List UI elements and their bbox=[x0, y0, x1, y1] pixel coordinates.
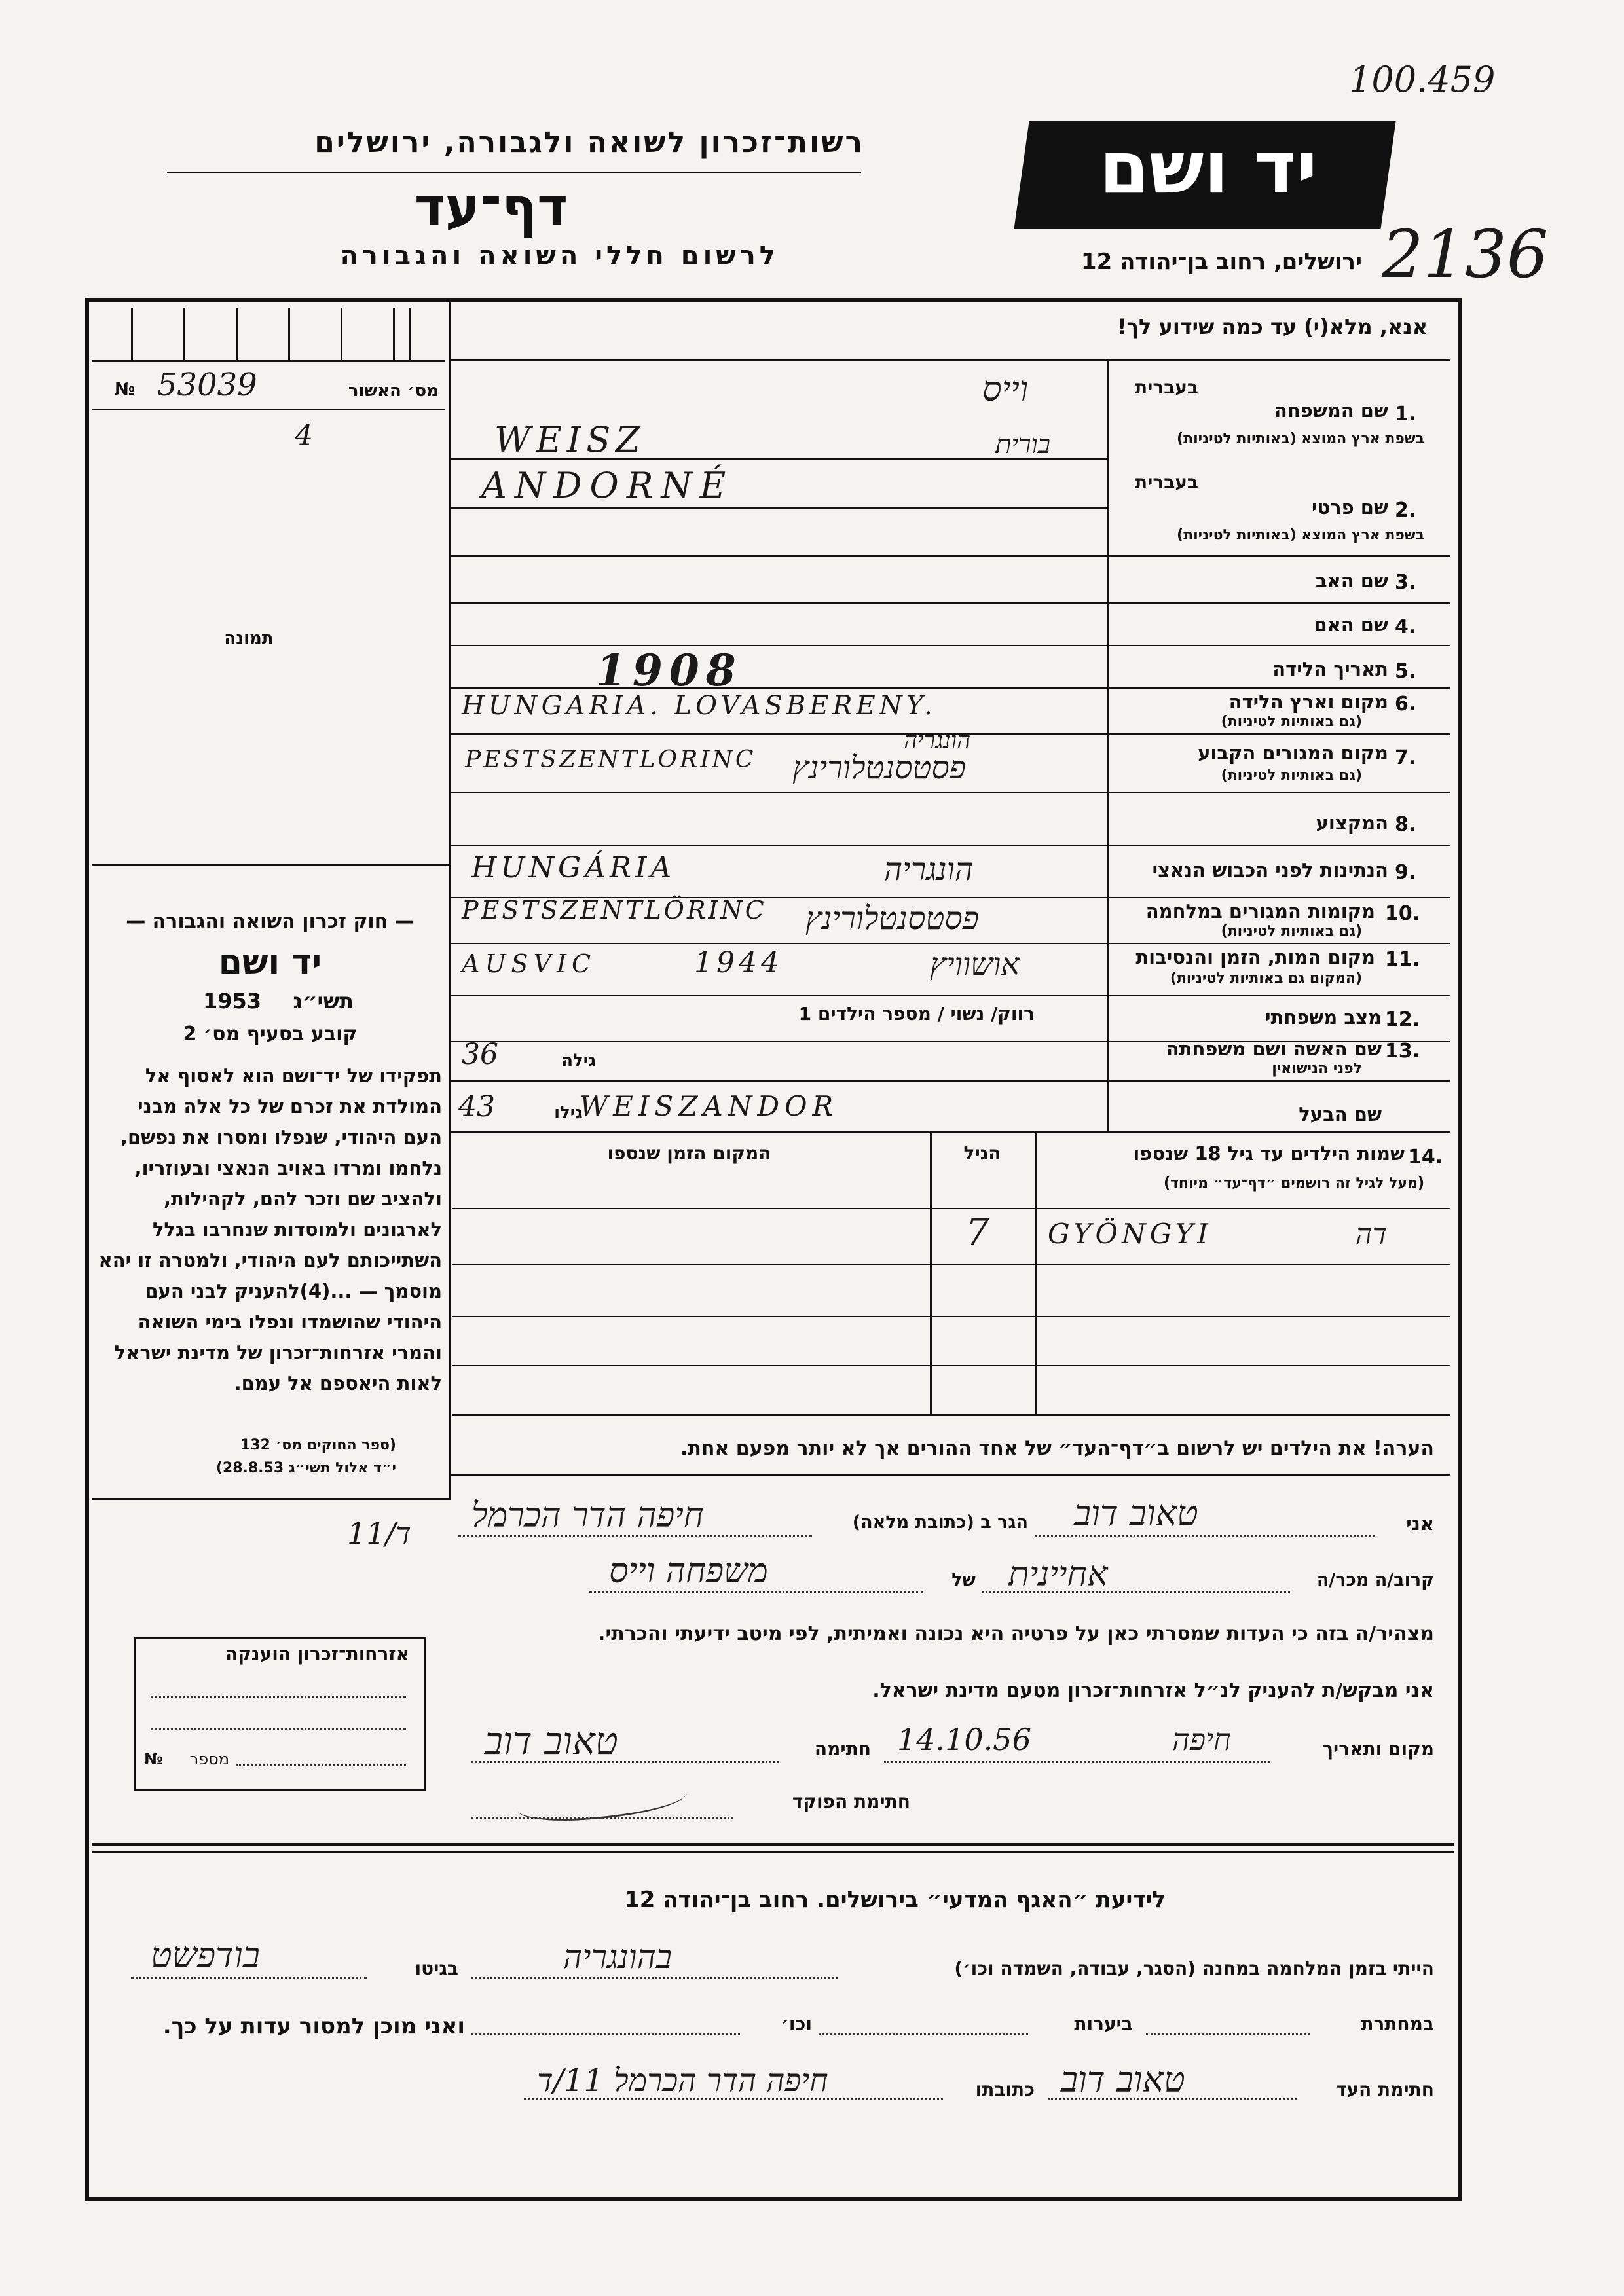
field-9-value-heb[interactable]: הונגריה bbox=[884, 851, 974, 888]
institution-name: רשות־זכרון לשואה ולגבורה, ירושלים bbox=[314, 126, 864, 159]
signature-value[interactable]: טאוב דוב bbox=[485, 1719, 618, 1763]
field-9-value[interactable]: HUNGÁRIA bbox=[471, 851, 676, 884]
field-11-sub: (המקום גם באותיות לטיניות) bbox=[1170, 970, 1362, 987]
children-col-age: הגיל bbox=[963, 1142, 1001, 1164]
bottom-title: לידיעת ״האגף המדעי״ בירושלים. רחוב בן־יהודה 12 bbox=[624, 1887, 1166, 1913]
date-value[interactable]: 14.10.56 bbox=[897, 1722, 1031, 1757]
witness-label: חתימת העד bbox=[1335, 2079, 1434, 2100]
ghetto-label: בגיטו bbox=[415, 1958, 458, 1979]
field-6-label: מקום וארץ הלידה bbox=[1228, 691, 1388, 713]
field-1-value-heb[interactable]: וייס bbox=[982, 370, 1029, 409]
field-12-value[interactable]: רווק/ נשוי / מספר הילדים 1 bbox=[798, 1003, 1035, 1025]
citizenship-number-symbol: № bbox=[144, 1750, 163, 1768]
reference-number: 2136 bbox=[1382, 216, 1549, 293]
field-10-sub: (גם באותיות לטיניות) bbox=[1221, 923, 1362, 939]
field-2-label: שם פרטי bbox=[1311, 496, 1388, 519]
field-13-num: 13. bbox=[1385, 1040, 1420, 1063]
husband-label: שם הבעל bbox=[1299, 1103, 1382, 1125]
law-name: יד ושם bbox=[218, 943, 322, 982]
declaration-address-label: הגר ב (כתובת מלאה) bbox=[852, 1512, 1028, 1533]
children-sub: (מעל לגיל זה רושמים ״דף־עד״ מיוחד) bbox=[1163, 1175, 1424, 1192]
witness-address-label: כתובתו bbox=[975, 2079, 1035, 2100]
field-2-value-latin[interactable]: ANDORNÉ bbox=[481, 465, 734, 506]
law-footnote-2: י״ד אלול תשי״ג 28.8.53) bbox=[215, 1460, 396, 1476]
field-9-num: 9. bbox=[1395, 861, 1416, 884]
bottom-line1-value[interactable]: בהונגריה bbox=[563, 1938, 672, 1976]
law-footnote-1: (ספר החוקים מס׳ 132 bbox=[240, 1437, 396, 1453]
children-col-place: המקום הזמן שנספו bbox=[607, 1142, 771, 1164]
bottom-line1-label: הייתי בזמן המלחמה במחנה (הסגר, עבודה, השמדה וכו׳) bbox=[954, 1958, 1434, 1979]
field-1-num: 1. bbox=[1395, 403, 1416, 426]
note-text: הערה! את הילדים יש לרשום ב״דף־העד״ של אחד ההורים אך לא יותר מפעם אחת. bbox=[680, 1437, 1434, 1460]
relation-value[interactable]: אחיינית bbox=[1008, 1555, 1108, 1594]
witness-address-value[interactable]: חיפה הדר הכרמל 11/ד bbox=[537, 2062, 828, 2099]
declaration-i-value[interactable]: טאוב דוב bbox=[1074, 1493, 1198, 1534]
field-11-value-year[interactable]: 1944 bbox=[694, 946, 783, 979]
field-3-label: שם האב bbox=[1315, 570, 1388, 592]
signature-label: חתימה bbox=[814, 1738, 871, 1760]
etc-label: וכו׳ bbox=[781, 2013, 812, 2035]
field-5-label: תאריך הלידה bbox=[1272, 658, 1388, 680]
child-1-age[interactable]: 7 bbox=[966, 1211, 989, 1254]
field-1-lang-tag: בעברית bbox=[1134, 376, 1198, 398]
declaration-i-label: אני bbox=[1406, 1512, 1434, 1535]
field-8-label: המקצוע bbox=[1316, 812, 1388, 834]
field-2-lang-tag: בעברית bbox=[1134, 471, 1198, 493]
form-subtitle: לרשום חללי השואה והגבורה bbox=[340, 241, 779, 271]
field-4-label: שם האם bbox=[1314, 613, 1388, 636]
ghetto-value[interactable]: בודפשט bbox=[151, 1935, 260, 1976]
form-title: דף־עד bbox=[414, 177, 568, 238]
photo-label: תמונה bbox=[224, 629, 274, 648]
law-year-heb: תשי״ג bbox=[293, 989, 354, 1013]
archive-number: 100.459 bbox=[1349, 59, 1496, 100]
law-body: תפקידו של יד־ושם הוא לאסוף אל המולדת את זכרם של כל אלה מבני העם היהודי, שנפלו ומסרו את נפשם, נלחמו ומרדו באויב הנאצי ובעוזריו, ולהציב שם וזכר להם, לקהילות, לארגונים ולמוסדות שנחרבו בגלל השתייכותם לעם היהודי, ולמטרה זו יהא מוסמך — ...(4)להעניק לבני העם היהודי שהושמדו ונפלו בימי השואה והמרי אזרחות־זכרון של מדינת ישראל לאות היאספם אל עמם. bbox=[98, 1065, 442, 1394]
underground-label: במחתרת bbox=[1361, 2013, 1434, 2035]
field-13-label: שם האשה ושם משפחתה bbox=[1166, 1038, 1382, 1060]
field-2-num: 2. bbox=[1395, 499, 1416, 522]
witness-value[interactable]: טאוב דוב bbox=[1061, 2059, 1185, 2100]
law-section: קובע בסעיף מס׳ 2 bbox=[183, 1023, 358, 1046]
field-11-label: מקום המות, הזמן והנסיבות bbox=[1135, 946, 1375, 968]
top-left-box bbox=[92, 308, 445, 362]
field-7-label: מקום המגורים הקבוע bbox=[1198, 742, 1388, 764]
field-1-value-extra[interactable]: בורית bbox=[995, 429, 1051, 460]
field-10-value-heb[interactable]: פסטסנטלורינץ bbox=[805, 900, 979, 937]
cert-label: מס׳ האשור bbox=[348, 381, 439, 401]
field-10-label: מקומות המגורים במלחמה bbox=[1145, 900, 1375, 922]
field-10-num: 10. bbox=[1385, 902, 1420, 925]
declaration-address-tail[interactable]: 11/ד bbox=[347, 1516, 411, 1551]
field-7-value[interactable]: PESTSZENTLORINC bbox=[465, 746, 756, 773]
declaration-address-value[interactable]: חיפה הדר הכרמל bbox=[471, 1496, 704, 1535]
field-11-num: 11. bbox=[1385, 948, 1420, 971]
declaration-request: אני מבקש/ת להעניק לנ״ל אזרחות־זכרון מטעם מדינת ישראל. bbox=[872, 1679, 1434, 1702]
cert-number: 53039 bbox=[157, 367, 257, 403]
husband-age[interactable]: 43 bbox=[458, 1090, 495, 1123]
ready-text: ואני מוכן למסור עדות על כך. bbox=[162, 2013, 465, 2039]
field-1-value-latin[interactable]: WEISZ bbox=[494, 419, 646, 460]
field-2-sub: בשפת ארץ המוצא (באותיות לטיניות) bbox=[1177, 527, 1424, 543]
field-1-label: שם המשפחה bbox=[1274, 399, 1388, 422]
husband-name[interactable]: WEISZANDOR bbox=[580, 1090, 839, 1122]
field-7-num: 7. bbox=[1395, 746, 1416, 769]
field-6-sub: (גם באותיות לטיניות) bbox=[1221, 714, 1362, 730]
field-10-value[interactable]: PESTSZENTLÖRINC bbox=[462, 896, 767, 924]
citizenship-box-title: אזרחות־זכרון הוענקה bbox=[225, 1643, 409, 1665]
field-9-label: הנתינות לפני הכבוש הנאצי bbox=[1152, 859, 1388, 881]
field-13-value[interactable]: 36 bbox=[462, 1038, 498, 1071]
field-7-value-heb[interactable]: פסטסנטלורינץ bbox=[792, 750, 966, 786]
children-num: 14. bbox=[1408, 1146, 1443, 1169]
field-12-num: 12. bbox=[1385, 1008, 1420, 1031]
law-year: 1953 bbox=[203, 989, 262, 1013]
field-3-num: 3. bbox=[1395, 571, 1416, 594]
field-13-age-label: גילה bbox=[561, 1051, 596, 1070]
cert-no-symbol: № bbox=[115, 380, 136, 399]
child-1-name[interactable]: GYÖNGYI bbox=[1048, 1218, 1212, 1250]
field-5-value[interactable]: 1908 bbox=[596, 645, 743, 696]
field-5-num: 5. bbox=[1395, 660, 1416, 683]
field-11-value[interactable]: AUSVIC bbox=[462, 949, 597, 978]
header-address: ירושלים, רחוב בן־יהודה 12 bbox=[1080, 249, 1362, 275]
cert-sub: 4 bbox=[295, 419, 313, 452]
citizenship-number-label: מספר bbox=[189, 1750, 229, 1768]
declaration-statement: מצהיר/ה בזה כי העדות שמסרתי כאן על פרטיה היא נכונה ואמיתית, לפי מיטב ידיעתי והכרתי. bbox=[598, 1622, 1434, 1645]
place-value[interactable]: חיפה bbox=[1172, 1722, 1232, 1757]
field-13-sub: לפני הנישואין bbox=[1272, 1061, 1362, 1077]
field-8-num: 8. bbox=[1395, 813, 1416, 836]
officer-label: חתימת הפוקד bbox=[792, 1791, 910, 1812]
field-7-sub: (גם באותיות לטיניות) bbox=[1221, 767, 1362, 784]
relation-label: קרוב/ה מכר/ה bbox=[1316, 1570, 1434, 1590]
logo-text: יד ושם bbox=[1099, 126, 1318, 210]
field-6-num: 6. bbox=[1395, 693, 1416, 716]
field-1-sub: בשפת ארץ המוצא (באותיות לטיניות) bbox=[1177, 431, 1424, 447]
field-11-value-heb[interactable]: אושוויץ bbox=[930, 946, 1020, 983]
child-1-name-heb[interactable]: דה bbox=[1356, 1218, 1388, 1251]
forests-label: ביערות bbox=[1074, 2013, 1133, 2035]
intro-prompt: אנא, מלא(י) עד כמה שידוע לך! bbox=[1116, 314, 1428, 339]
field-4-num: 4. bbox=[1395, 615, 1416, 638]
place-date-label: מקום ותאריך bbox=[1322, 1738, 1434, 1760]
law-title: — חוק זכרון השואה והגבורה — bbox=[126, 910, 415, 933]
children-title: שמות הילדים עד גיל 18 שנספו bbox=[1133, 1142, 1405, 1165]
of-value[interactable]: משפחה וייס bbox=[609, 1552, 768, 1591]
of-label: של bbox=[951, 1570, 976, 1590]
field-6-value-heb[interactable]: הונגריה bbox=[904, 727, 971, 754]
institution-underline bbox=[167, 172, 861, 173]
field-6-value[interactable]: HUNGARIA. LOVASBERENY. bbox=[462, 691, 936, 721]
husband-age-label: גילו bbox=[554, 1103, 583, 1123]
field-12-label: מצב משפחתי bbox=[1264, 1006, 1382, 1029]
